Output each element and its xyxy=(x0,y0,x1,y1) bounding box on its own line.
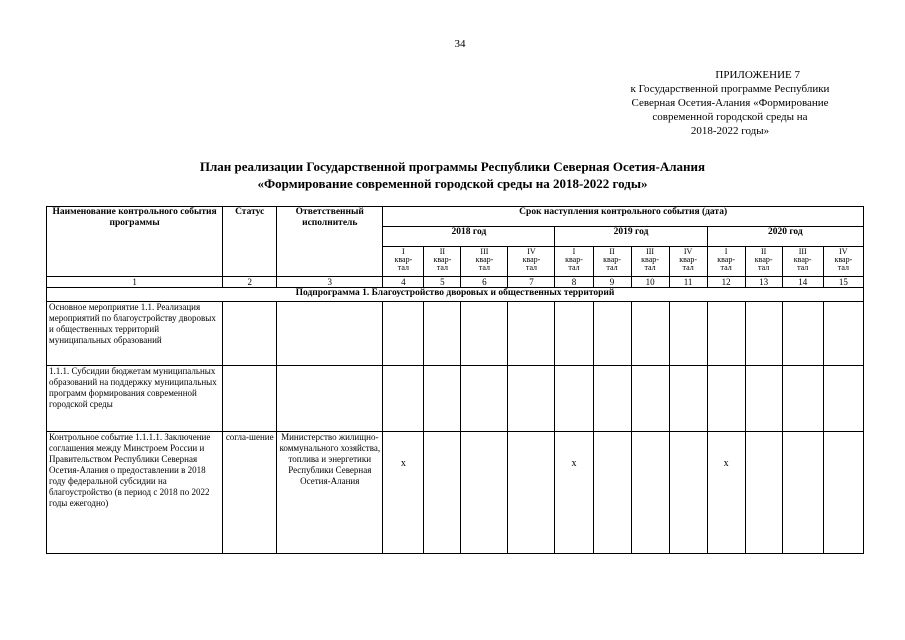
quarter-mark xyxy=(631,366,669,432)
quarter-mark xyxy=(508,366,555,432)
quarter-mark xyxy=(508,432,555,554)
column-number: 9 xyxy=(593,277,631,288)
quarter-header: III квар- тал xyxy=(461,247,508,277)
event-status xyxy=(223,302,277,366)
quarter-mark xyxy=(745,432,782,554)
quarter-mark xyxy=(555,302,593,366)
quarter-mark xyxy=(669,366,707,432)
column-number: 11 xyxy=(669,277,707,288)
event-executor: Министерство жилищно-коммунального хозяйства, топлива и энергетики Республики Северная Осетия-Алания xyxy=(277,432,383,554)
quarter-header: II квар- тал xyxy=(424,247,461,277)
column-number: 5 xyxy=(424,277,461,288)
quarter-mark xyxy=(745,366,782,432)
quarter-mark xyxy=(669,302,707,366)
event-name: Контрольное событие 1.1.1.1. Заключение соглашения между Минстроем России и Правительством Республики Северная Осетия-Алания о предоставлении в 2018 году федеральной субсидии на благоустройство (в период с 2018 по 2022 годы ежегодно) xyxy=(47,432,223,554)
column-number: 8 xyxy=(555,277,593,288)
header-deadline: Срок наступления контрольного события (дата) xyxy=(383,207,864,227)
table-row xyxy=(47,432,864,554)
column-number: 10 xyxy=(631,277,669,288)
quarter-header: I квар- тал xyxy=(555,247,593,277)
quarter-header: I квар- тал xyxy=(707,247,745,277)
appendix-line: Северная Осетия-Алания «Формирование xyxy=(631,97,829,109)
appendix-line: к Государственной программе Республики xyxy=(630,83,830,95)
event-executor xyxy=(277,366,383,432)
header-year-2019: 2019 год xyxy=(555,227,707,247)
quarter-mark xyxy=(424,366,461,432)
column-number: 13 xyxy=(745,277,782,288)
document-title-line-2: «Формирование современной городской среды на 2018-2022 годы» xyxy=(257,176,648,191)
event-executor xyxy=(277,302,383,366)
quarter-mark: x xyxy=(555,432,593,554)
plan-table xyxy=(46,206,864,554)
quarter-header: III квар- тал xyxy=(631,247,669,277)
quarter-mark xyxy=(707,302,745,366)
quarter-mark xyxy=(555,366,593,432)
event-name: 1.1.1. Субсидии бюджетам муниципальных образований на поддержку муниципальных программ формирования современной городской среды xyxy=(47,366,223,432)
header-year-2018: 2018 год xyxy=(383,227,555,247)
quarter-header: II квар- тал xyxy=(745,247,782,277)
appendix-line: современной городской среды на xyxy=(652,111,808,123)
event-status xyxy=(223,366,277,432)
quarter-header: II квар- тал xyxy=(593,247,631,277)
column-number: 15 xyxy=(823,277,863,288)
quarter-mark xyxy=(593,432,631,554)
header-status: Статус xyxy=(223,207,277,277)
quarter-mark xyxy=(424,432,461,554)
header-name: Наименование контрольного события программы xyxy=(47,207,223,277)
quarter-mark xyxy=(631,302,669,366)
event-status: согла-шение xyxy=(223,432,277,554)
quarter-mark xyxy=(461,302,508,366)
quarter-mark xyxy=(782,302,823,366)
quarter-mark xyxy=(707,366,745,432)
quarter-mark xyxy=(823,432,863,554)
quarter-mark xyxy=(383,302,424,366)
quarter-header: IV квар- тал xyxy=(669,247,707,277)
quarter-mark xyxy=(823,302,863,366)
quarter-mark xyxy=(461,366,508,432)
quarter-mark xyxy=(508,302,555,366)
table-row xyxy=(47,366,864,432)
column-number: 7 xyxy=(508,277,555,288)
quarter-mark: x xyxy=(707,432,745,554)
document-title-line-1: План реализации Государственной программы Республики Северная Осетия-Алания xyxy=(199,159,706,174)
event-name: Основное мероприятие 1.1. Реализация мероприятий по благоустройству дворовых и общественных территорий муниципальных образований xyxy=(47,302,223,366)
quarter-header: IV квар- тал xyxy=(508,247,555,277)
column-number: 12 xyxy=(707,277,745,288)
page-number: 34 xyxy=(454,38,466,50)
table-row xyxy=(47,302,864,366)
quarter-mark xyxy=(593,302,631,366)
quarter-mark xyxy=(745,302,782,366)
document-title xyxy=(0,158,905,192)
header-year-2020: 2020 год xyxy=(707,227,863,247)
quarter-mark: x xyxy=(383,432,424,554)
header-executor: Ответственный исполнитель xyxy=(277,207,383,277)
quarter-mark xyxy=(782,366,823,432)
column-number: 2 xyxy=(223,277,277,288)
quarter-header: I квар- тал xyxy=(383,247,424,277)
quarter-header: IV квар- тал xyxy=(823,247,863,277)
column-number: 4 xyxy=(383,277,424,288)
quarter-mark xyxy=(424,302,461,366)
quarter-mark xyxy=(631,432,669,554)
quarter-mark xyxy=(782,432,823,554)
quarter-header: III квар- тал xyxy=(782,247,823,277)
appendix-block xyxy=(560,68,860,138)
quarter-mark xyxy=(669,432,707,554)
quarter-mark xyxy=(383,366,424,432)
quarter-mark xyxy=(461,432,508,554)
appendix-title: ПРИЛОЖЕНИЕ 7 xyxy=(715,69,800,81)
column-number: 6 xyxy=(461,277,508,288)
subprogram-title: Подпрограмма 1. Благоустройство дворовых и общественных территорий xyxy=(47,288,864,302)
column-number-row xyxy=(47,277,864,288)
column-number: 1 xyxy=(47,277,223,288)
column-number: 14 xyxy=(782,277,823,288)
quarter-mark xyxy=(823,366,863,432)
quarter-mark xyxy=(593,366,631,432)
appendix-line: 2018-2022 годы» xyxy=(690,125,770,137)
column-number: 3 xyxy=(277,277,383,288)
